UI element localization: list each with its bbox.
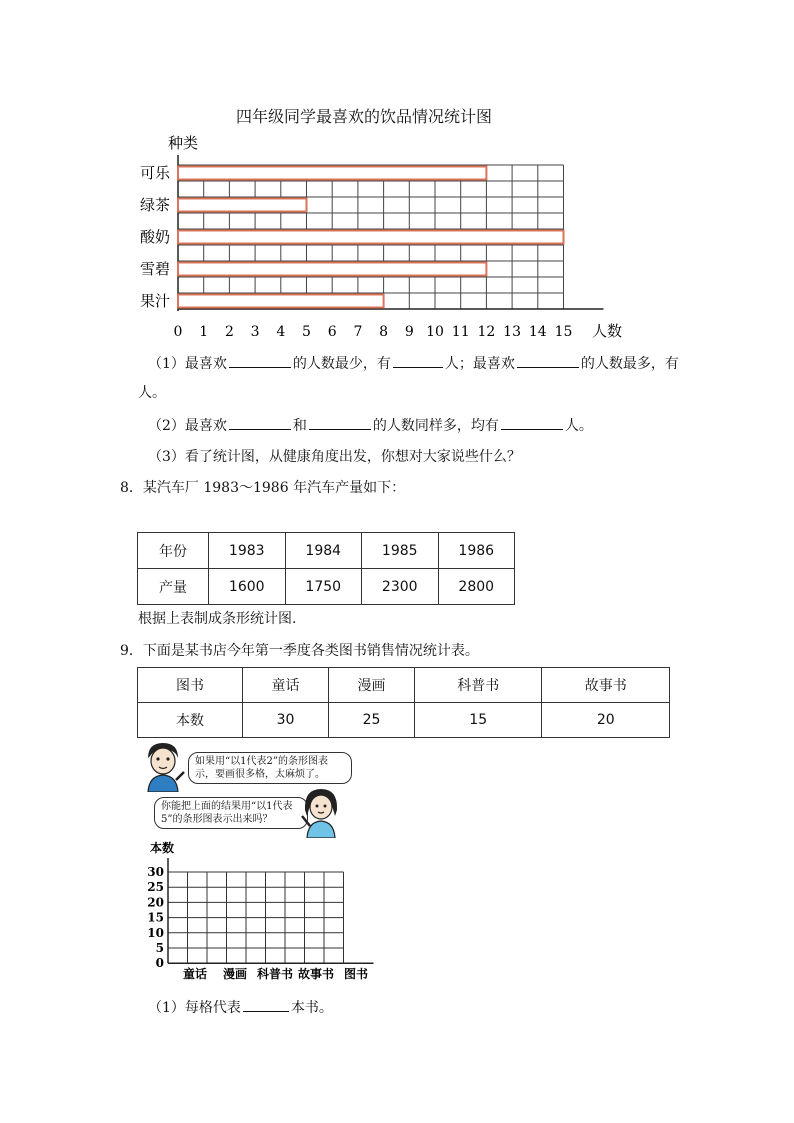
q8-value: 2800: [438, 569, 515, 605]
y-tick-label: 5: [155, 941, 164, 955]
grid-chart-ylabel: 本数: [150, 841, 175, 855]
grid-chart-xlabel: 图书: [344, 967, 369, 981]
q8-year: 1986: [438, 533, 515, 569]
chart-xlabel: 人数: [592, 322, 623, 340]
bar: [178, 295, 384, 308]
q8-year: 1984: [285, 533, 362, 569]
bar: [178, 263, 486, 276]
bar: [178, 231, 564, 244]
x-tick-label: 2: [224, 324, 234, 340]
category-label: 故事书: [297, 967, 335, 981]
x-tick-label: 7: [353, 324, 363, 340]
answer-blank[interactable]: [229, 353, 291, 368]
q9-category: 漫画: [328, 668, 414, 703]
grid-chart-categories: [183, 966, 334, 981]
answer-blank[interactable]: [229, 415, 291, 430]
category-label: 可乐: [140, 164, 171, 182]
y-tick-label: 0: [155, 956, 164, 971]
q9-category: 科普书: [414, 668, 542, 703]
q7-sub2-part-d: 人。: [564, 418, 593, 434]
chart-title: 四年级同学最喜欢的饮品情况统计图: [236, 107, 493, 126]
answer-blank[interactable]: [243, 997, 289, 1012]
category-label: 科普书: [256, 967, 294, 981]
x-tick-label: 11: [451, 324, 470, 340]
x-tick-label: 10: [426, 324, 444, 340]
y-tick-label: 30: [147, 865, 164, 879]
answer-blank[interactable]: [393, 353, 443, 368]
x-tick-label: 12: [477, 324, 496, 340]
x-tick-label: 8: [379, 324, 389, 340]
q8-header-label: 年份: [138, 533, 209, 569]
category-label: 雪碧: [140, 260, 171, 278]
q9-value: 30: [243, 703, 329, 738]
drink-bar-chart: [130, 130, 670, 345]
q7-sub1-part-d: 的人数最多，有: [580, 356, 679, 372]
q7-sub1-part-b: 的人数最少，有: [292, 356, 391, 372]
y-tick-label: 15: [147, 910, 164, 925]
q8-year: 1985: [362, 533, 439, 569]
q7-sub1-cont: 人。: [138, 385, 166, 401]
q9-sub1: [148, 997, 333, 1017]
x-tick-label: 1: [199, 324, 209, 340]
q9-table: [137, 667, 670, 738]
q7-sub2: [148, 415, 593, 435]
x-tick-label: 9: [404, 324, 414, 340]
grid-chart-grid: [168, 858, 374, 963]
q9-value: 20: [542, 703, 670, 738]
category-label: 绿茶: [140, 196, 171, 214]
x-tick-label: 5: [302, 324, 311, 340]
q7-sub2-part-b: 和: [292, 418, 307, 434]
q9-sub1-part-b: 本书。: [290, 1000, 333, 1016]
chart-bars: [178, 167, 564, 308]
q8-year: 1983: [209, 533, 286, 569]
x-tick-label: 13: [503, 324, 522, 340]
q7-sub3: （3）看了统计图，从健康角度出发，你想对大家说些什么？: [148, 449, 521, 465]
bar: [178, 167, 486, 180]
x-tick-label: 3: [250, 324, 260, 340]
answer-blank[interactable]: [309, 415, 371, 430]
x-tick-label: 14: [528, 324, 547, 340]
grid-chart-y-ticks: [147, 865, 164, 970]
q9-value: 15: [414, 703, 542, 738]
q8-table: [137, 532, 515, 605]
q8-intro: 8．某汽车厂 1983～1986 年汽车产量如下：: [120, 480, 406, 496]
book-grid-chart: [140, 838, 390, 988]
q9-category: 故事书: [542, 668, 670, 703]
q7-sub2-part-a: （2）最喜欢: [148, 418, 227, 434]
q8-row-label: 产量: [138, 569, 209, 605]
y-tick-label: 20: [147, 895, 164, 910]
q8-instruction: 根据上表制成条形统计图.: [138, 611, 297, 627]
category-label: 酸奶: [140, 228, 171, 246]
chart-ylabel: 种类: [168, 134, 199, 152]
category-label: 果汁: [140, 292, 171, 310]
q7-sub2-part-c: 的人数同样多，均有: [372, 418, 499, 434]
bar: [178, 199, 307, 212]
q9-value: 25: [328, 703, 414, 738]
x-tick-label: 0: [173, 324, 183, 340]
q9-row-label: 本数: [138, 703, 243, 738]
category-label: 漫画: [222, 967, 248, 981]
q7-sub1-part-a: （1）最喜欢: [148, 356, 227, 372]
x-tick-label: 4: [276, 324, 286, 340]
girl-speech-bubble: 你能把上面的结果用“以1代表5”的条形图表示出来吗？: [154, 797, 308, 829]
answer-blank[interactable]: [517, 353, 579, 368]
x-tick-label: 15: [554, 324, 573, 340]
q9-intro: 9．下面是某书店今年第一季度各类图书销售情况统计表。: [120, 643, 479, 659]
boy-illustration: [140, 740, 186, 792]
q7-sub1-part-c: 人；最喜欢: [444, 356, 515, 372]
q9-header-label: 图书: [138, 668, 243, 703]
y-tick-label: 25: [147, 880, 164, 895]
q7-sub1: [148, 353, 679, 373]
q8-value: 2300: [362, 569, 439, 605]
q9-category: 童话: [243, 668, 329, 703]
chart-category-labels: [140, 164, 171, 310]
girl-illustration: [298, 786, 344, 838]
boy-speech-bubble: 如果用“以1代表2”的条形图表示，要画很多格，太麻烦了。: [188, 752, 352, 784]
q9-sub1-part-a: （1）每格代表: [148, 1000, 241, 1016]
category-label: 童话: [182, 967, 208, 981]
q8-value: 1750: [285, 569, 362, 605]
y-tick-label: 10: [147, 925, 164, 940]
chart-x-ticks: [174, 324, 573, 340]
q8-value: 1600: [209, 569, 286, 605]
x-tick-label: 6: [327, 324, 337, 340]
answer-blank[interactable]: [501, 415, 563, 430]
